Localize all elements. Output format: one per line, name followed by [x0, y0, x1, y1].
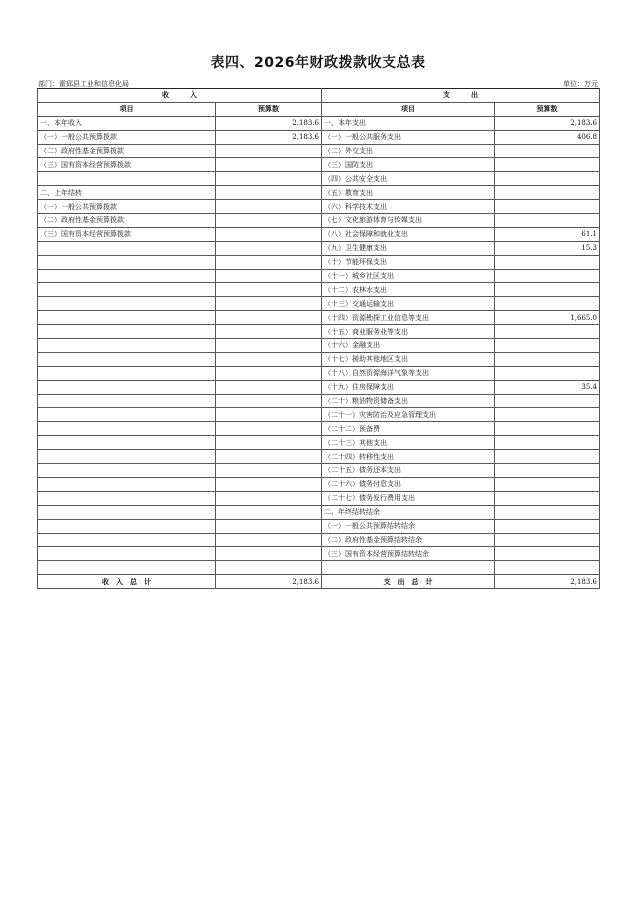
income-item-cell: 一、本年收入 — [38, 116, 216, 130]
income-amount-cell — [216, 241, 322, 255]
expense-item-cell: （九）卫生健康支出 — [322, 241, 495, 255]
income-amount-cell — [216, 408, 322, 422]
income-item-cell — [38, 241, 216, 255]
table-row — [38, 505, 600, 519]
expense-amount-cell — [495, 325, 600, 339]
income-item-cell: （三）国有资本经营预算拨款 — [38, 158, 216, 172]
totals-row — [38, 575, 600, 589]
expense-item-cell: （二）政府性基金预算结转结余 — [322, 533, 495, 547]
expense-amount-cell — [495, 464, 600, 478]
expense-amount-cell — [495, 519, 600, 533]
income-amount-cell — [216, 380, 322, 394]
income-amount-cell — [216, 214, 322, 228]
income-item-cell — [38, 339, 216, 353]
expense-item-cell: （十二）农林水支出 — [322, 283, 495, 297]
budget-summary-table — [37, 88, 600, 589]
expense-amount-cell — [495, 297, 600, 311]
expense-amount-cell — [495, 366, 600, 380]
income-amount-cell — [216, 505, 322, 519]
expense-amount-cell — [495, 422, 600, 436]
expense-item-cell: （二十三）其他支出 — [322, 436, 495, 450]
expense-amount-cell — [495, 200, 600, 214]
expense-item-cell: （十）节能环保支出 — [322, 255, 495, 269]
income-amount-cell — [216, 491, 322, 505]
expense-amount-cell — [495, 394, 600, 408]
income-item-cell — [38, 477, 216, 491]
table-row — [38, 408, 600, 422]
income-item-cell — [38, 519, 216, 533]
income-amount-cell — [216, 450, 322, 464]
income-item-header: 项目 — [38, 102, 216, 116]
table-row — [38, 366, 600, 380]
table-row — [38, 352, 600, 366]
expense-item-cell: （二十四）转移性支出 — [322, 450, 495, 464]
expense-section-header: 支 出 — [322, 89, 600, 103]
income-item-cell — [38, 491, 216, 505]
income-amount-cell — [216, 422, 322, 436]
expense-amount-cell — [495, 352, 600, 366]
expense-amount-cell: 2,183.6 — [495, 116, 600, 130]
income-amount-cell — [216, 464, 322, 478]
table-row — [38, 255, 600, 269]
income-amount-cell — [216, 352, 322, 366]
table-row — [38, 144, 600, 158]
header-row-columns — [38, 102, 600, 116]
expense-amount-cell: 1,665.0 — [495, 311, 600, 325]
expense-amount-cell — [495, 214, 600, 228]
expense-item-cell: （二十一）灾害防治及应急管理支出 — [322, 408, 495, 422]
table-row — [38, 450, 600, 464]
expense-amount-cell — [495, 339, 600, 353]
income-item-cell — [38, 366, 216, 380]
expense-amount-cell — [495, 269, 600, 283]
income-item-cell — [38, 408, 216, 422]
expense-item-cell: （七）文化旅游体育与传媒支出 — [322, 214, 495, 228]
income-item-cell: 二、上年结转 — [38, 186, 216, 200]
expense-total-label: 支 出 总 计 — [322, 575, 495, 589]
table-row — [38, 561, 600, 575]
income-amount-cell — [216, 366, 322, 380]
page-title: 表四、2026年财政拨款收支总表 — [210, 55, 426, 71]
income-item-cell — [38, 505, 216, 519]
income-amount-cell — [216, 283, 322, 297]
expense-amount-cell — [495, 255, 600, 269]
income-item-cell — [38, 436, 216, 450]
income-amount-cell — [216, 227, 322, 241]
expense-item-cell: （三）国防支出 — [322, 158, 495, 172]
expense-amount-cell — [495, 477, 600, 491]
income-amount-cell — [216, 339, 322, 353]
expense-item-cell: （二十）粮油物资储备支出 — [322, 394, 495, 408]
income-item-cell — [38, 269, 216, 283]
expense-item-cell: （一）一般公共预算结转结余 — [322, 519, 495, 533]
table-row — [38, 297, 600, 311]
expense-item-cell: 二、年终结转结余 — [322, 505, 495, 519]
table-row — [38, 283, 600, 297]
table-row — [38, 533, 600, 547]
income-item-cell — [38, 352, 216, 366]
table-row — [38, 519, 600, 533]
table-row — [38, 227, 600, 241]
department-label: 部门：霍邱县工业和信息化局 — [38, 80, 129, 88]
expense-amount-cell — [495, 450, 600, 464]
table-row — [38, 186, 600, 200]
expense-item-cell: （二十七）债务发行费用支出 — [322, 491, 495, 505]
expense-amount-cell — [495, 505, 600, 519]
table-row — [38, 464, 600, 478]
income-amount-cell: 2,183.6 — [216, 130, 322, 144]
expense-amount-cell — [495, 561, 600, 575]
expense-amount-cell — [495, 144, 600, 158]
expense-item-cell — [322, 561, 495, 575]
income-item-cell: （一）一般公共预算拨款 — [38, 130, 216, 144]
table-row — [38, 380, 600, 394]
income-total-label: 收 入 总 计 — [38, 575, 216, 589]
expense-item-cell: （二十六）债务付息支出 — [322, 477, 495, 491]
income-amount-cell — [216, 325, 322, 339]
income-amount-cell — [216, 561, 322, 575]
expense-item-cell: 一、本年支出 — [322, 116, 495, 130]
expense-item-cell: （十四）资源勘探工业信息等支出 — [322, 311, 495, 325]
expense-amount-cell: 61.1 — [495, 227, 600, 241]
table-row — [38, 394, 600, 408]
table-row — [38, 547, 600, 561]
income-item-cell: （三）国有资本经营预算拨款 — [38, 227, 216, 241]
income-amount-cell: 2,183.6 — [216, 116, 322, 130]
table-row — [38, 172, 600, 186]
income-item-cell — [38, 464, 216, 478]
income-amount-cell — [216, 200, 322, 214]
table-row — [38, 325, 600, 339]
income-amount-cell — [216, 394, 322, 408]
income-item-cell — [38, 380, 216, 394]
table-row — [38, 491, 600, 505]
expense-item-cell: （十七）援助其他地区支出 — [322, 352, 495, 366]
income-item-cell — [38, 297, 216, 311]
expense-item-cell: （三）国有资本经营预算结转结余 — [322, 547, 495, 561]
expense-item-cell: （二十二）预备费 — [322, 422, 495, 436]
expense-amount-cell — [495, 408, 600, 422]
income-amount-cell — [216, 158, 322, 172]
expense-amount-cell — [495, 158, 600, 172]
expense-item-cell: （五）教育支出 — [322, 186, 495, 200]
expense-item-cell: （八）社会保障和就业支出 — [322, 227, 495, 241]
income-amount-cell — [216, 269, 322, 283]
income-amount-cell — [216, 297, 322, 311]
expense-item-cell: （二）外交支出 — [322, 144, 495, 158]
income-amount-cell — [216, 519, 322, 533]
table-row — [38, 436, 600, 450]
income-item-cell: （二）政府性基金预算拨款 — [38, 214, 216, 228]
income-amount-cell — [216, 547, 322, 561]
income-amount-cell — [216, 533, 322, 547]
table-row — [38, 130, 600, 144]
expense-amount-cell: 15.3 — [495, 241, 600, 255]
expense-amount-cell — [495, 547, 600, 561]
header-row-sections — [38, 89, 600, 103]
expense-item-cell: （十八）自然资源海洋气象等支出 — [322, 366, 495, 380]
income-item-cell — [38, 547, 216, 561]
expense-item-cell: （一）一般公共服务支出 — [322, 130, 495, 144]
expense-total-amount: 2,183.6 — [495, 575, 600, 589]
expense-amount-cell — [495, 172, 600, 186]
expense-item-cell: （十六）金融支出 — [322, 339, 495, 353]
income-item-cell: （一）一般公共预算拨款 — [38, 200, 216, 214]
income-amount-cell — [216, 172, 322, 186]
expense-amount-cell — [495, 533, 600, 547]
expense-amount-cell — [495, 491, 600, 505]
table-row — [38, 311, 600, 325]
table-row — [38, 116, 600, 130]
income-item-cell — [38, 172, 216, 186]
income-amount-cell — [216, 186, 322, 200]
table-row — [38, 269, 600, 283]
income-item-cell — [38, 283, 216, 297]
expense-item-cell: （二十五）债务还本支出 — [322, 464, 495, 478]
table-row — [38, 422, 600, 436]
expense-amount-cell — [495, 283, 600, 297]
expense-amount-cell — [495, 186, 600, 200]
expense-budget-header: 预算数 — [495, 102, 600, 116]
expense-amount-cell: 35.4 — [495, 380, 600, 394]
income-item-cell — [38, 450, 216, 464]
expense-item-cell: （十九）住房保障支出 — [322, 380, 495, 394]
table-row — [38, 241, 600, 255]
table-row — [38, 200, 600, 214]
expense-item-cell: （六）科学技术支出 — [322, 200, 495, 214]
income-amount-cell — [216, 144, 322, 158]
income-amount-cell — [216, 255, 322, 269]
income-item-cell — [38, 533, 216, 547]
income-item-cell — [38, 311, 216, 325]
expense-amount-cell: 406.8 — [495, 130, 600, 144]
unit-label: 单位：万元 — [563, 80, 598, 88]
expense-item-cell: （十一）城乡社区支出 — [322, 269, 495, 283]
income-amount-cell — [216, 477, 322, 491]
table-row — [38, 214, 600, 228]
income-item-cell: （二）政府性基金预算拨款 — [38, 144, 216, 158]
table-body — [38, 89, 600, 589]
expense-item-header: 项目 — [322, 102, 495, 116]
income-total-amount: 2,183.6 — [216, 575, 322, 589]
income-budget-header: 预算数 — [216, 102, 322, 116]
income-amount-cell — [216, 311, 322, 325]
expense-amount-cell — [495, 436, 600, 450]
table-row — [38, 477, 600, 491]
income-item-cell — [38, 422, 216, 436]
income-section-header: 收 入 — [38, 89, 322, 103]
expense-item-cell: （十三）交通运输支出 — [322, 297, 495, 311]
table-row — [38, 339, 600, 353]
income-item-cell — [38, 561, 216, 575]
income-amount-cell — [216, 436, 322, 450]
expense-item-cell: （十五）商业服务业等支出 — [322, 325, 495, 339]
expense-item-cell: （四）公共安全支出 — [322, 172, 495, 186]
income-item-cell — [38, 255, 216, 269]
table-row — [38, 158, 600, 172]
income-item-cell — [38, 394, 216, 408]
income-item-cell — [38, 325, 216, 339]
